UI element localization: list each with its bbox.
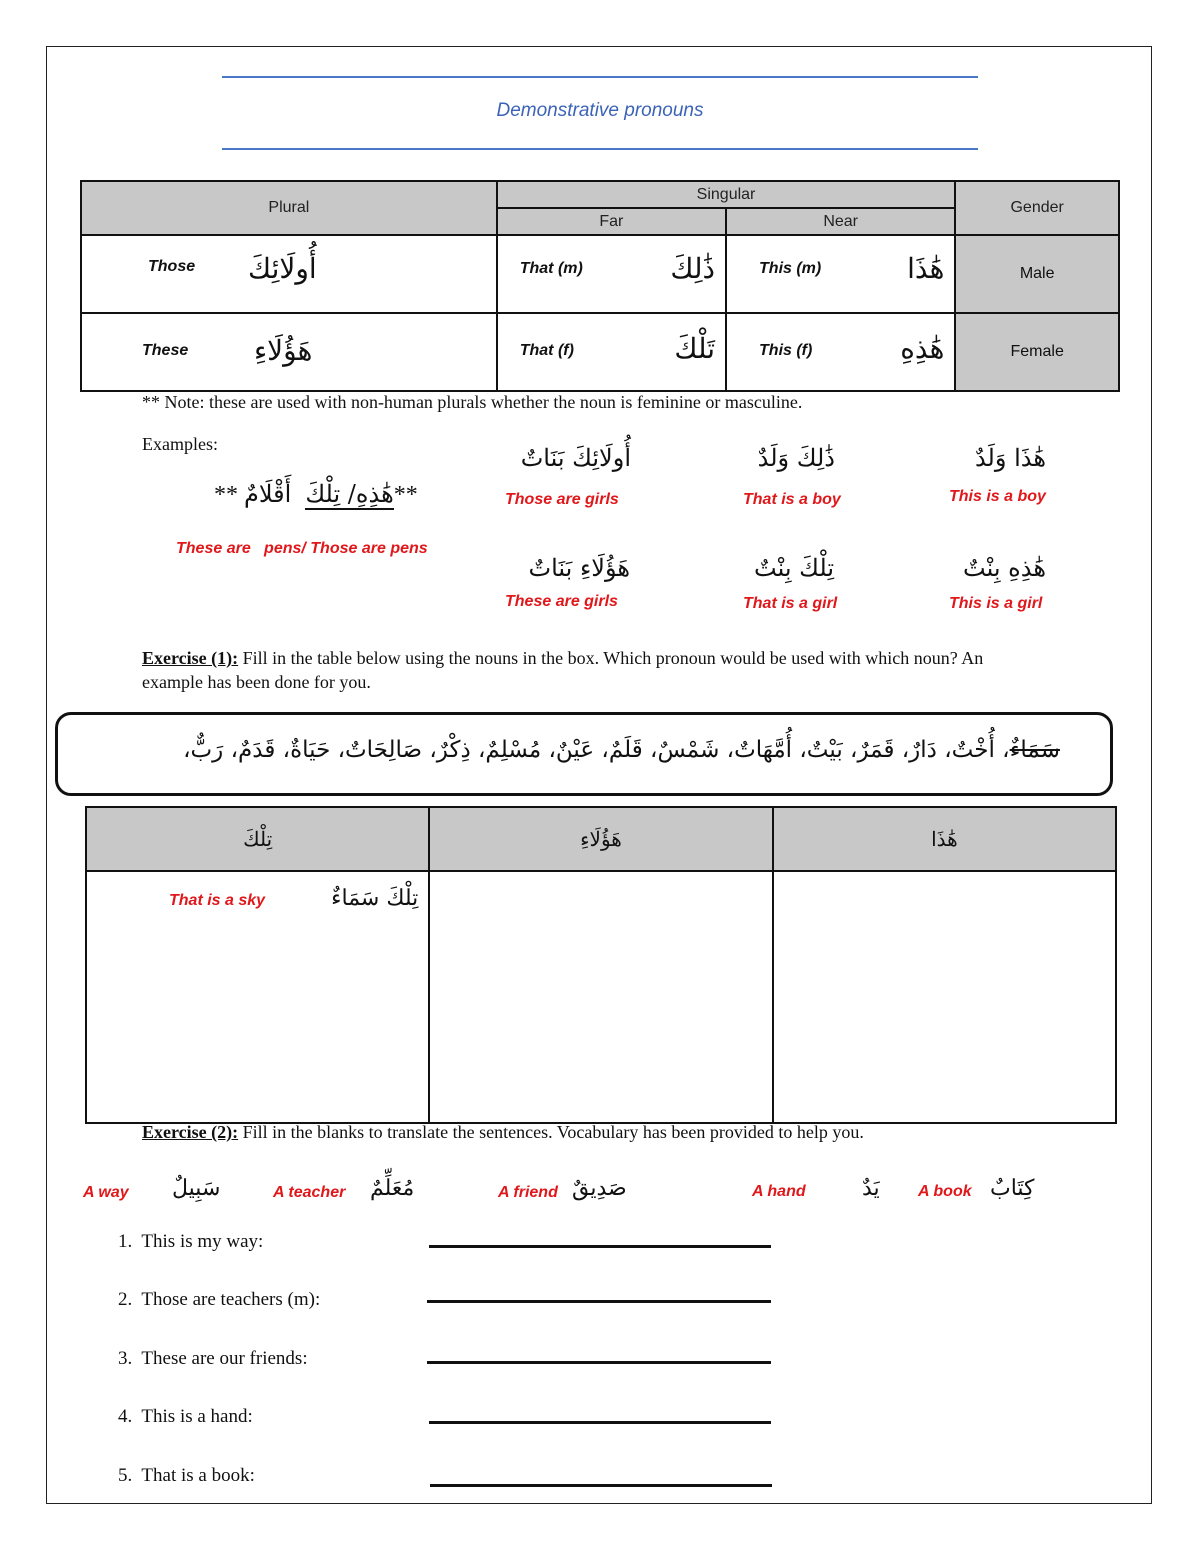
example-ar: هَٰذِهِ بِنْتٌ — [963, 554, 1046, 582]
word-box — [55, 712, 1113, 796]
column-header: تِلْكَ — [243, 826, 273, 851]
header-singular: Singular — [497, 181, 956, 208]
example-answer-ar: تِلْكَ سَمَاءٌ — [331, 886, 419, 911]
sentence-item — [118, 1406, 253, 1428]
pens-en: These are pens/ Those are pens — [176, 540, 428, 557]
pens-ar-a: هَٰذِهِ/ تِلْكَ — [305, 480, 394, 508]
example-en: This is a boy — [949, 488, 1046, 505]
far-en: That (f) — [519, 342, 574, 359]
vocab-en: A teacher — [273, 1184, 346, 1201]
near-ar: هَٰذَا — [907, 252, 945, 285]
gender-male: Male — [955, 235, 1119, 313]
plural-ar: هَؤُلَاءِ — [254, 334, 313, 367]
exercise1-table — [85, 806, 1117, 1124]
example-ar: ذَٰلِكَ وَلَدٌ — [757, 444, 835, 472]
examples-label: Examples: — [142, 434, 218, 454]
page-title: Demonstrative pronouns — [496, 100, 704, 121]
far-ar: تَلْكَ — [674, 332, 716, 365]
plural-en: These — [142, 342, 189, 359]
vocab-ar: مُعَلِّمٌ — [370, 1176, 415, 1201]
word-list-text: ، أُخْتٌ، دَارٌ، قَمَرٌ، بَيْتٌ، أُمَّهَاتٌ، شَمْسٌ، قَلَمٌ، عَيْنٌ، مُسْلِمٌ، ذِكْرٌ، صَالِحَاتٌ، حَيَاةٌ، قَدَمٌ، رَبٌّ، — [183, 737, 1010, 763]
example-ar: أُولَائِكَ بَنَاتٌ — [520, 444, 631, 472]
pens-example — [214, 480, 418, 509]
cell-far-male — [497, 235, 726, 313]
sentence-text: Those are teachers (m): — [141, 1289, 321, 1310]
answer-cell[interactable] — [86, 871, 429, 1123]
exercise1-text: Fill in the table below using the nouns in the box. Which pronoun would be used with which noun? An example has been done for you. — [142, 648, 984, 692]
cell-near-male — [726, 235, 955, 313]
cell-plural-female — [81, 313, 497, 391]
example-en: That is a girl — [743, 595, 838, 612]
cell-near-female — [726, 313, 955, 391]
sentence-num: 1. — [118, 1231, 133, 1252]
exercise2-label: Exercise (2): — [142, 1122, 239, 1142]
sentence-item — [118, 1231, 263, 1253]
vocab-en: A friend — [498, 1184, 558, 1201]
exercise1-label: Exercise (1): — [142, 648, 239, 668]
pens-stars: ** — [393, 482, 418, 508]
example-ar: تِلْكَ بِنْتٌ — [754, 554, 834, 582]
answer-line[interactable] — [430, 1484, 772, 1487]
vocab-ar: صَدِيقٌ — [572, 1176, 627, 1201]
vocab-en: A hand — [752, 1183, 806, 1200]
exercise2-text: Fill in the blanks to translate the sentences. Vocabulary has been provided to help you. — [238, 1122, 864, 1142]
answer-cell[interactable] — [429, 871, 772, 1123]
sentence-text: These are our friends: — [141, 1348, 308, 1369]
example-ar: هَؤُلَاءِ بَنَاتٌ — [528, 554, 630, 582]
vocab-ar: يَدٌ — [862, 1176, 880, 1201]
example-ar: هَٰذَا وَلَدٌ — [974, 444, 1046, 472]
example-en: This is a girl — [949, 595, 1043, 612]
vocab-ar: كِتَابٌ — [990, 1176, 1035, 1201]
answer-line[interactable] — [427, 1300, 771, 1303]
sentence-num: 3. — [118, 1348, 133, 1369]
header-near: Near — [726, 208, 955, 235]
near-ar: هَٰذِهِ — [900, 332, 945, 365]
vocab-en: A book — [918, 1183, 972, 1200]
pens-ar-b: أَقْلَامٌ — [244, 480, 292, 508]
sentence-text: This is a hand: — [141, 1406, 253, 1427]
header-plural: Plural — [81, 181, 497, 235]
cell-plural-male — [81, 235, 497, 313]
exercise2-instructions — [142, 1122, 864, 1143]
far-en: That (m) — [519, 260, 583, 277]
pens-stars: ** — [214, 482, 238, 508]
example-answer-en: That is a sky — [169, 892, 266, 909]
pronoun-table — [80, 180, 1120, 392]
answer-line[interactable] — [429, 1245, 771, 1248]
note-text: ** Note: these are used with non-human plurals whether the noun is feminine or masculine. — [142, 392, 803, 412]
vocab-en: A way — [83, 1184, 129, 1201]
near-en: This (f) — [759, 342, 813, 359]
gender-female: Female — [955, 313, 1119, 391]
example-en: That is a boy — [743, 491, 841, 508]
sentence-text: That is a book: — [141, 1465, 255, 1486]
plural-en: Those — [148, 258, 196, 275]
cell-far-female — [497, 313, 726, 391]
vocab-ar: سَبِيلٌ — [172, 1176, 221, 1201]
sentence-item — [118, 1348, 308, 1370]
sentence-item — [118, 1289, 320, 1311]
column-header: هَؤُلَاءِ — [580, 826, 622, 851]
plural-ar: أُولَائِكَ — [248, 252, 317, 285]
sentence-num: 5. — [118, 1465, 133, 1486]
title-rule-bottom — [222, 148, 978, 150]
header-gender: Gender — [955, 181, 1119, 235]
answer-line[interactable] — [429, 1421, 771, 1424]
word-list — [183, 737, 1060, 763]
answer-line[interactable] — [427, 1361, 771, 1364]
example-en: Those are girls — [505, 491, 619, 508]
sentence-text: This is my way: — [141, 1231, 264, 1252]
column-header: هَٰذَا — [931, 826, 958, 851]
exercise1-instructions — [142, 646, 1042, 694]
sentence-item — [118, 1465, 255, 1487]
example-en: These are girls — [505, 593, 618, 610]
near-en: This (m) — [759, 260, 822, 277]
sentence-num: 4. — [118, 1406, 133, 1427]
answer-cell[interactable] — [773, 871, 1116, 1123]
header-far: Far — [497, 208, 726, 235]
title-rule-top — [222, 76, 978, 78]
sentence-num: 2. — [118, 1289, 133, 1310]
crossed-word: سَمَاءٌ — [1009, 737, 1060, 763]
far-ar: ذَٰلِكَ — [670, 252, 716, 285]
